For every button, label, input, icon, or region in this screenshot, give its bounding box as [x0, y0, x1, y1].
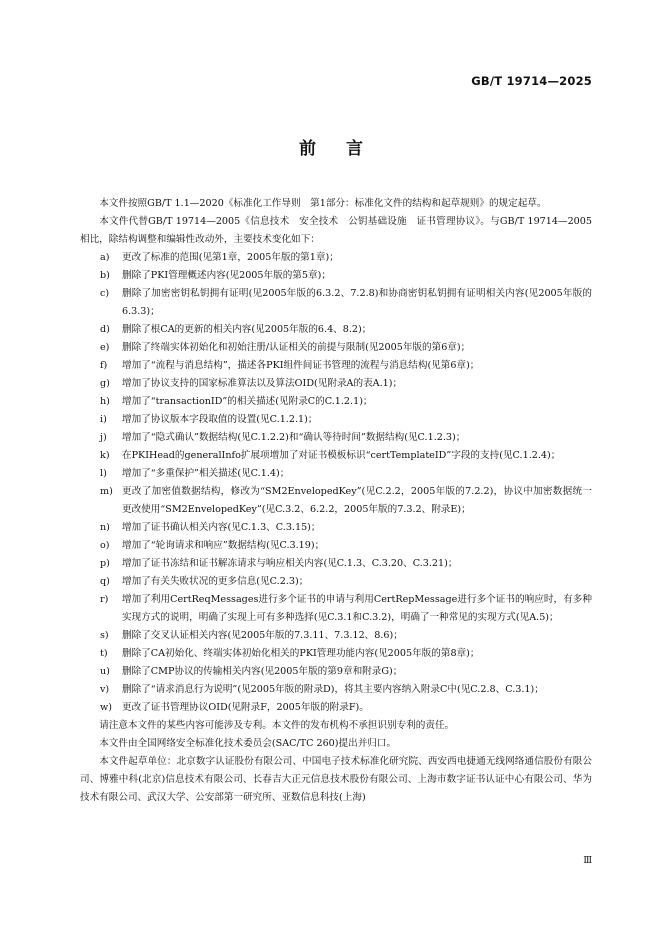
change-item-marker: u)	[100, 666, 110, 677]
change-item	[80, 555, 592, 573]
change-item	[80, 429, 592, 447]
change-item-marker: o)	[100, 540, 110, 551]
change-item	[80, 447, 592, 465]
change-item	[80, 339, 592, 357]
change-item-marker: q)	[100, 576, 110, 587]
change-item-marker: p)	[100, 558, 110, 569]
change-item-text: 增加了“隐式确认”数据结构(见C.1.2.2)和“确认等待时间”数据结构(见C.1.2.3)；	[122, 432, 466, 443]
change-item	[80, 411, 592, 429]
document-body	[80, 195, 592, 807]
change-item-marker: e)	[100, 342, 110, 353]
technical-changes-list	[80, 249, 592, 717]
change-item-text: 更改了标准的范围(见第1章，2005年版的第1章)；	[122, 252, 339, 263]
change-item-text: 增加了证书冻结和证书解冻请求与响应相关内容(见C.1.3、C.3.20、C.3.21)；	[122, 558, 458, 569]
change-item-text: 增加了协议版本字段取值的设置(见C.1.2.1)；	[122, 414, 318, 425]
change-item-text: 增加了有关失败状况的更多信息(见C.2.3)；	[122, 576, 309, 587]
change-item	[80, 267, 592, 285]
change-item-marker: v)	[100, 684, 110, 695]
change-item-text: 增加了“transactionID”的相关描述(见附录C的C.1.2.1)；	[122, 396, 373, 407]
change-item	[80, 681, 592, 699]
change-item-marker: l)	[100, 468, 107, 479]
change-item-marker: t)	[100, 648, 108, 659]
change-item-text: 删除了PKI管理概述内容(见2005年版的第5章)；	[122, 270, 331, 281]
committee-statement: 本文件由全国网络安全标准化技术委员会(SAC/TC 260)提出并归口。	[99, 738, 397, 749]
page-title: 前言	[299, 139, 393, 159]
change-item-marker: k)	[100, 450, 110, 461]
intro-paragraph: 本文件代替GB/T 19714—2005《信息技术 安全技术 公钥基础设施 证书管理协议》。与GB/T 19714—2005相比，除结构调整和编辑性改动外，主要技术变化如下：	[80, 216, 592, 245]
standard-number: GB/T 19714—2025	[471, 74, 592, 88]
change-item-text: 删除了根CA的更新的相关内容(见2005年版的6.4、8.2)；	[122, 324, 372, 335]
change-item-text: 在PKIHead的generalInfo扩展项增加了对证书模板标识“certTemplateID”字段的支持(见C.1.2.4)；	[122, 450, 561, 461]
change-item	[80, 375, 592, 393]
change-item	[80, 321, 592, 339]
intro-paragraph: 本文件按照GB/T 1.1—2020《标准化工作导则 第1部分：标准化文件的结构和起草规则》的规定起草。	[99, 198, 547, 209]
change-item	[80, 591, 592, 627]
drafting-organizations: 本文件起草单位：北京数字认证股份有限公司、中国电子技术标准化研究院、西安西电捷通无线网络通信股份有限公司、博雅中科(北京)信息技术有限公司、长春吉大正元信息技术股份有限公司、上海市数字证书认证中心有限公司、华为技术有限公司、武汉大学、公安部第一研究所、亚数信息科技(上海)	[80, 756, 592, 803]
change-item	[80, 627, 592, 645]
page-number: Ⅲ	[583, 856, 592, 866]
change-item-marker: f)	[100, 360, 108, 371]
change-item	[80, 699, 592, 717]
change-item-marker: m)	[100, 486, 113, 497]
change-item-marker: r)	[100, 594, 109, 605]
change-item-marker: s)	[100, 630, 109, 641]
change-item-marker: g)	[100, 378, 110, 389]
change-item-marker: a)	[100, 252, 110, 263]
change-item	[80, 357, 592, 375]
change-item-marker: w)	[100, 702, 112, 713]
change-item-text: 删除了终端实体初始化和初始注册/认证相关的前提与限制(见2005年版的第6章)；	[122, 342, 471, 353]
change-item-text: 删除了“请求消息行为说明”(见2005年版的附录D)，将其主要内容纳入附录C中(见C.2.8、C.3.1)；	[122, 684, 544, 695]
change-item	[80, 519, 592, 537]
change-item-text: 增加了证书确认相关内容(见C.1.3、C.3.15)；	[122, 522, 321, 533]
change-item-text: 更改了证书管理协议OID(见附录F，2005年版的附录F)。	[122, 702, 369, 713]
change-item-text: 更改了加密值数据结构，修改为“SM2EnvelopedKey”(见C.2.2，2005年版的7.2.2)，协议中加密数据统一更改使用“SM2EnvelopedKey”(见C.3.2、6.2.2，2005年版的7.3.2、附录E)；	[122, 486, 592, 515]
change-item-marker: h)	[100, 396, 110, 407]
change-item	[80, 573, 592, 591]
change-item-marker: i)	[100, 414, 107, 425]
change-item-text: 删除了加密密钥私钥拥有证明(见2005年版的6.3.2、7.2.8)和协商密钥私钥拥有证明相关内容(见2005年版的6.3.3)；	[122, 288, 592, 317]
change-item-text: 删除了CA初始化、终端实体初始化相关的PKI管理功能内容(见2005年版的第8章)；	[122, 648, 480, 659]
change-item-marker: b)	[100, 270, 110, 281]
change-item	[80, 663, 592, 681]
change-item-marker: j)	[100, 432, 107, 443]
change-item	[80, 393, 592, 411]
change-item	[80, 537, 592, 555]
change-item-marker: c)	[100, 288, 110, 299]
change-item-text: 增加了“流程与消息结构”，描述各PKI组件间证书管理的流程与消息结构(见第6章)；	[122, 360, 480, 371]
change-item-text: 删除了交叉认证相关内容(见2005年版的7.3.11、7.3.12、8.6)；	[122, 630, 403, 641]
change-item-text: 删除了CMP协议的传输相关内容(见2005年版的第9章和附录G)；	[122, 666, 403, 677]
change-item-marker: d)	[100, 324, 110, 335]
change-item-text: 增加了“多重保护”相关描述(见C.1.4)；	[122, 468, 290, 479]
patent-notice: 请注意本文件的某些内容可能涉及专利。本文件的发布机构不承担识别专利的责任。	[99, 720, 455, 731]
change-item-text: 增加了协议支持的国家标准算法以及算法OID(见附录A的表A.1)；	[122, 378, 403, 389]
change-item-text: 增加了“轮询请求和响应”数据结构(见C.3.19)；	[122, 540, 325, 551]
change-item	[80, 249, 592, 267]
change-item-text: 增加了利用CertReqMessages进行多个证书的申请与利用CertRepMessage进行多个证书的响应时，有多种实现方式的说明，明确了实现上可有多种选择(见C.3.1和C.3.2)，明确了一种常见的实现方式(见A.5)；	[122, 594, 592, 623]
change-item-marker: n)	[100, 522, 110, 533]
change-item	[80, 465, 592, 483]
change-item	[80, 285, 592, 321]
change-item	[80, 483, 592, 519]
change-item	[80, 645, 592, 663]
